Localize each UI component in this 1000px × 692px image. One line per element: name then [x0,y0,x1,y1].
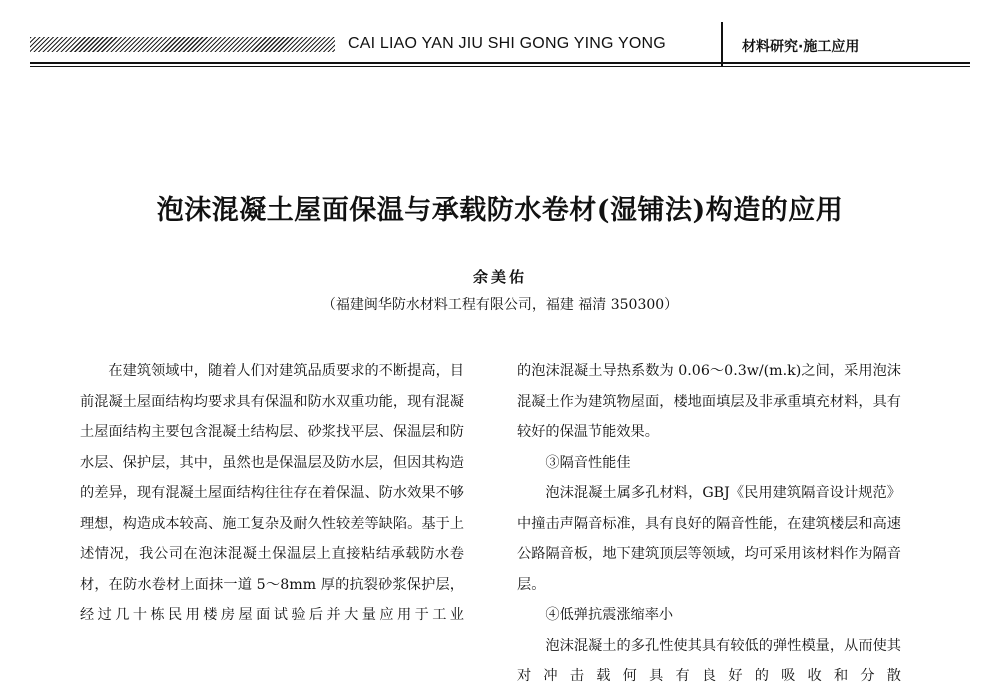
article-title: 泡沫混凝土屋面保温与承载防水卷材(湿铺法)构造的应用 [156,195,844,226]
header-rule-thin [30,66,970,67]
affiliation: （福建闽华防水材料工程有限公司，福建 福清 350300） [321,297,679,313]
section-label: 材料研究·施工应用 [742,39,860,55]
subheading-low-elasticity: ④低弹抗震涨缩率小 [545,607,674,623]
body-paragraph: 在建筑领域中，随着人们对建筑品质要求的不断提高，目前混凝土屋面结构均要求具有保温和防水双重功能，现有混凝土屋面结构主要包含混凝土结构层、砂浆找平层、保温层和防水层、保护层，其中，虽然也是保温层及防水层，但因其构造的差异，现有混凝土屋面结构往往存在着保温、防水效果不够理想，构造成本较高、施工复杂及耐久性较差等缺陷。基于上述情况，我公司在泡沫混凝土保温层上直接粘结承载防水卷材，在防水卷材上面抹一道 5～8mm 厚的抗裂砂浆保护层，经过几十栋民用楼房屋面试验后并大量应用于工业 [80,363,464,623]
right-column [517,356,901,692]
running-head: CAI LIAO YAN JIU SHI GONG YING YONG [348,35,666,52]
subheading-sound-insulation: ③隔音性能佳 [545,454,631,471]
body-paragraph: 泡沫混凝土属多孔材料，GBJ《民用建筑隔音设计规范》中撞击声隔音标准，具有良好的隔音性能，在建筑楼层和高速公路隔音板，地下建筑顶层等领域，均可采用该材料作为隔音层。 [517,485,901,593]
header-hatch-bar [30,37,335,52]
body-paragraph: 泡沫混凝土的多孔性使其具有较低的弹性模量，从而使其对冲击载何具有良好的吸收和分散 [517,637,901,684]
left-column [80,356,464,631]
header-divider [721,22,723,66]
body-paragraph: 的泡沫混凝土导热系数为 0.06～0.3w/(m.k)之间，采用泡沫混凝土作为建筑物屋面，楼地面填层及非承重填充材料，具有较好的保温节能效果。 [517,363,901,440]
author: 余美佑 [472,268,527,286]
header-rule [30,62,970,64]
